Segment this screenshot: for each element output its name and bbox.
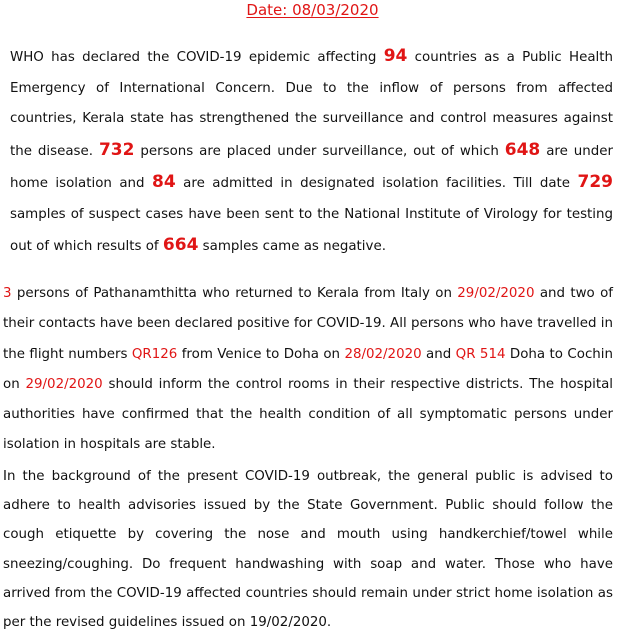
paragraph-public-advisory: In the background of the present COVID-19 outbreak, the general public is advised to adhere to health advisories issued by the State Government. Public should follow the cough etiquette by covering the nose and mouth using handkerchief/towel while sneezing/coughing. Do frequent handwashing with soap and water. Those who have arrived from the COVID-19 affected countries should remain under strict home isolation as per the revised guidelines issued on 19/02/2020. — [3, 469, 613, 631]
home-isolation-count: 648 — [504, 139, 541, 160]
samples-negative-count: 664 — [162, 235, 199, 255]
p1-text-7: samples came as negative. — [198, 239, 386, 254]
positive-persons-count: 3 — [3, 286, 12, 301]
date-header — [0, 0, 625, 20]
p2-text-5: Doha to Cochin on — [3, 346, 613, 392]
p2-text-3: from Venice to Doha on — [177, 346, 345, 362]
p1-text-2: countries as a Public Health Emergency of International Concern. Due to the inflow of persons from affected countries, Kerala state has strengthened the surveillance and control measures against the disease. — [10, 50, 613, 159]
p1-text-4: are under home isolation and — [10, 143, 613, 191]
date-label: Date: 08/03/2020 — [246, 1, 379, 19]
flight-number-2: QR 514 — [455, 346, 506, 362]
p1-text-3: persons are placed under surveillance, out of which — [134, 143, 505, 159]
p2-text-2: and two of their contacts have been declared positive for COVID-19. All persons who have travelled in the flight numbers — [3, 286, 614, 362]
return-date: 29/02/2020 — [457, 286, 535, 301]
flight-number-1: QR126 — [131, 346, 178, 362]
p1-text-1: WHO has declared the COVID-19 epidemic affecting — [10, 50, 384, 65]
p2-text-6: should inform the control rooms in their respective districts. The hospital authorities have confirmed that the health condition of all symptomatic persons under isolation in hospitals are stable. — [3, 376, 613, 453]
admitted-count: 84 — [152, 172, 176, 192]
flight-date-2: 29/02/2020 — [25, 376, 103, 392]
surveillance-count: 732 — [98, 139, 135, 160]
paragraph-positive-cases — [3, 279, 613, 461]
p2-text-4: and — [421, 346, 456, 362]
p1-text-6: samples of suspect cases have been sent to the National Institute of Virology for testing out of which results of — [10, 206, 613, 254]
p2-text-1: persons of Pathanamthitta who returned to Kerala from Italy on — [11, 286, 458, 301]
samples-sent-count: 729 — [577, 172, 613, 192]
p1-text-5: are admitted in designated isolation facilities. Till date — [175, 176, 578, 191]
paragraph-surveillance — [10, 41, 613, 263]
flight-date-1: 28/02/2020 — [344, 346, 422, 362]
countries-count: 94 — [383, 46, 408, 66]
